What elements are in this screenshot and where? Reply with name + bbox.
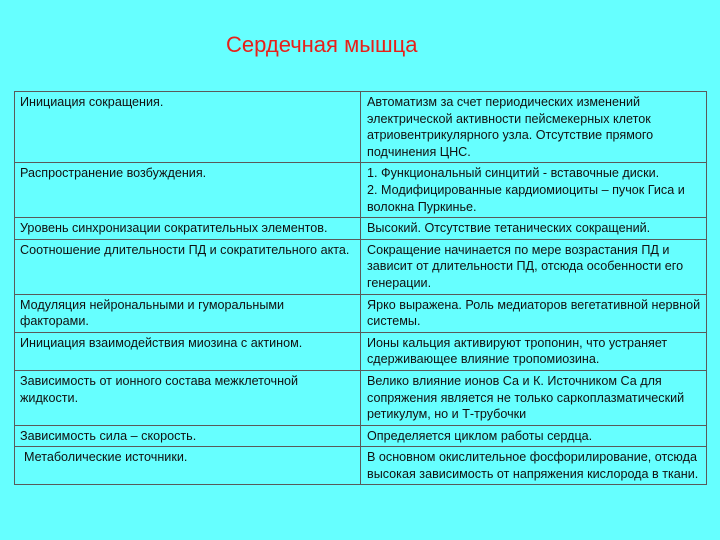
description-cell: Ярко выражена. Роль медиаторов вегетативной нервной системы.: [361, 294, 707, 332]
description-cell: [361, 163, 707, 218]
table-row: [15, 425, 707, 447]
table-row: [15, 92, 707, 163]
description-cell: Велико влияние ионов Са и К. Источником Са для сопряжения является не только саркоплазматический ретикулум, но и Т-трубочки: [361, 370, 707, 425]
property-cell: [15, 447, 361, 485]
table-row: [15, 163, 707, 218]
property-cell: Инициация сокращения.: [15, 92, 361, 163]
property-cell: Соотношение длительности ПД и сократительного акта.: [15, 239, 361, 294]
property-cell: Распространение возбуждения.: [15, 163, 361, 218]
property-cell: Зависимость сила – скорость.: [15, 425, 361, 447]
description-cell: Автоматизм за счет периодических изменений электрической активности пейсмекерных клеток атриовентрикулярного узла. Отсутствие прямого подчинения ЦНС.: [361, 92, 707, 163]
property-cell: Модуляция нейрональными и гуморальными факторами.: [15, 294, 361, 332]
table-row: [15, 294, 707, 332]
table-row: [15, 370, 707, 425]
description-line: 2. Модифицированные кардиомиоциты – пучок Гиса и волокна Пуркинье.: [367, 182, 685, 214]
description-cell: Сокращение начинается по мере возрастания ПД и зависит от длительности ПД, отсюда особенности его генерации.: [361, 239, 707, 294]
description-line: 1. Функциональный синцитий - вставочные диски.: [367, 166, 660, 181]
description-cell: Определяется циклом работы сердца.: [361, 425, 707, 447]
comparison-table: [14, 91, 707, 485]
property-cell: Зависимость от ионного состава межклеточной жидкости.: [15, 370, 361, 425]
description-cell: В основном окислительное фосфорилирование, отсюда высокая зависимость от напряжения кислорода в ткани.: [361, 447, 707, 485]
table-row: [15, 332, 707, 370]
table-row: [15, 218, 707, 240]
table-row: [15, 239, 707, 294]
page-title: Сердечная мышца: [226, 32, 418, 57]
description-cell: Высокий. Отсутствие тетанических сокращений.: [361, 218, 707, 240]
property-cell: Уровень синхронизации сократительных элементов.: [15, 218, 361, 240]
description-cell: Ионы кальция активируют тропонин, что устраняет сдерживающее влияние тропомиозина.: [361, 332, 707, 370]
table-row: [15, 447, 707, 485]
property-cell: Инициация взаимодействия миозина с актином.: [15, 332, 361, 370]
property-label: Метаболические источники.: [24, 450, 188, 465]
